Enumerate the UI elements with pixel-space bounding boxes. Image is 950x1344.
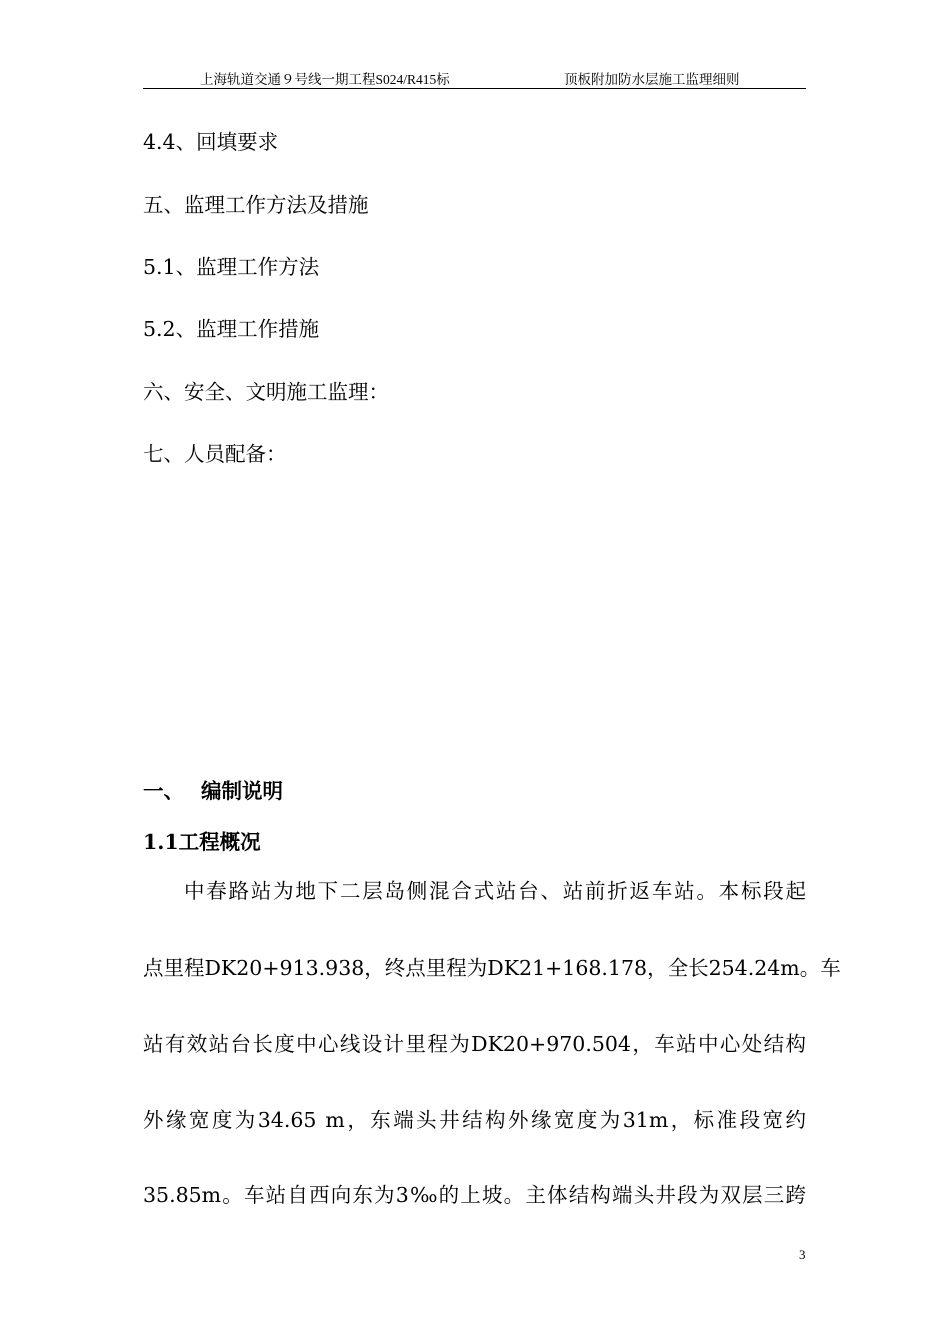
section-number: 一、 [143,779,184,803]
subsection-heading: 1.1工程概况 [143,830,261,854]
section-title: 编制说明 [201,779,283,803]
page-header [143,66,806,89]
toc-item-6: 六、安全、文明施工监理： [143,380,389,404]
toc-item-5: 五、监理工作方法及措施 [143,193,369,217]
paragraph-line: 站有效站台长度中心线设计里程为DK20+970.504，车站中心处结构 [143,1032,806,1056]
toc-item-5-2: 5.2、监理工作措施 [143,317,320,341]
toc-item-5-1: 5.1、监理工作方法 [143,255,320,279]
paragraph-line: 点里程DK20+913.938，终点里程为DK21+168.178，全长254.24m。车 [143,956,841,980]
paragraph-line: 中春路站为地下二层岛侧混合式站台、站前折返车站。本标段起 [184,879,806,903]
header-project-title: 上海轨道交通９号线一期工程S024/R415标 [200,72,450,87]
section-heading [143,778,283,804]
toc-item-7: 七、人员配备： [143,442,287,466]
paragraph-line: 外缘宽度为34.65 m，东端头井结构外缘宽度为31m，标准段宽约 [143,1108,806,1132]
header-document-title: 顶板附加防水层施工监理细则 [564,72,740,87]
page-number: 3 [799,1247,806,1262]
toc-item-4-4: 4.4、回填要求 [143,130,279,154]
paragraph-line: 35.85m。车站自西向东为3‰的上坡。主体结构端头井段为双层三跨 [143,1183,806,1207]
